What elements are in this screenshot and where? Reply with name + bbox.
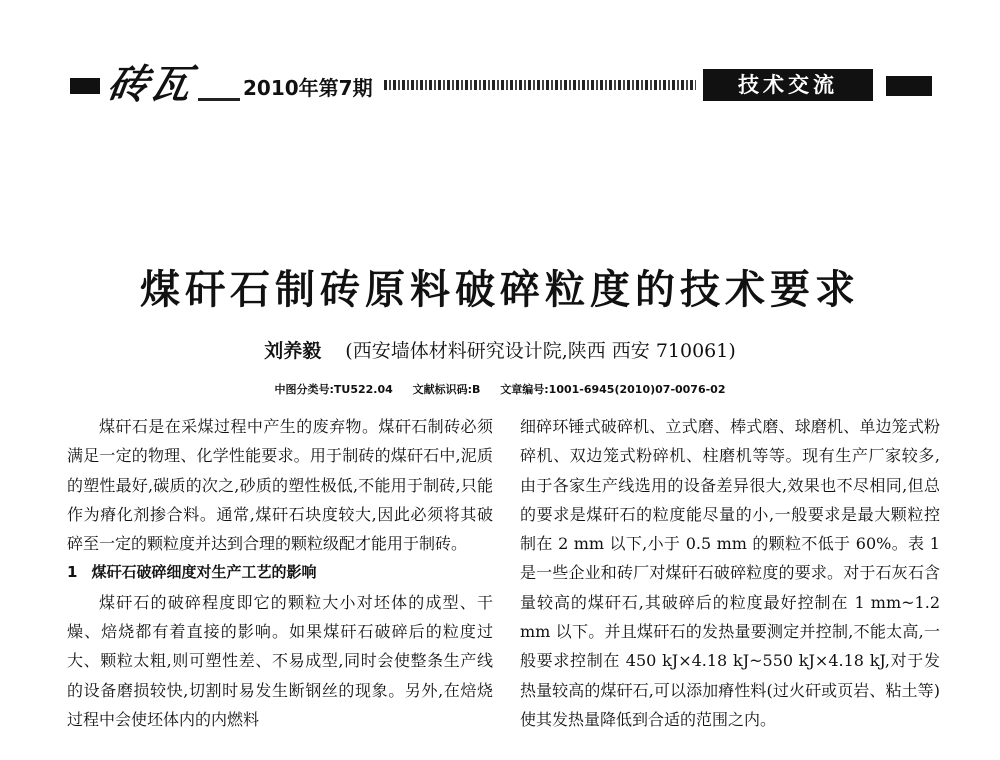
running-header bbox=[0, 60, 1000, 110]
body-column-left bbox=[67, 412, 493, 734]
paragraph: 煤矸石是在采煤过程中产生的废弃物。煤矸石制砖必须满足一定的物理、化学性能要求。用于制砖的煤矸石中,泥质的塑性最好,碳质的次之,砂质的塑性极低,不能用于制砖,只能作为瘠化剂掺合料。通常,煤矸石块度较大,因此必须将其破碎至一定的颗粒度并达到合理的颗粒级配才能用于制砖。 bbox=[67, 417, 493, 554]
classification-line bbox=[0, 381, 1000, 397]
section-tag: 技术交流 bbox=[703, 69, 873, 101]
author-affiliation: (西安墙体材料研究设计院,陕西 西安 710061) bbox=[345, 340, 736, 362]
issue-number: 2010年第7期 bbox=[243, 76, 373, 100]
header-rule bbox=[198, 98, 240, 101]
section-heading-text: 煤矸石破碎细度对生产工艺的影响 bbox=[91, 563, 317, 582]
clc-number: 中图分类号:TU522.04 bbox=[274, 383, 393, 396]
section-number: 1 bbox=[67, 563, 78, 582]
header-right-bar bbox=[886, 76, 932, 96]
journal-logo: 砖瓦 bbox=[104, 61, 196, 108]
header-dashed-rule bbox=[384, 80, 696, 90]
body-column-right bbox=[520, 412, 940, 734]
author-line bbox=[0, 336, 1000, 363]
article-id: 文章编号:1001-6945(2010)07-0076-02 bbox=[500, 383, 726, 396]
document-code: 文献标识码:B bbox=[412, 383, 481, 396]
section-heading bbox=[67, 558, 493, 587]
article-title: 煤矸石制砖原料破碎粒度的技术要求 bbox=[140, 266, 860, 313]
paragraph: 煤矸石的破碎程度即它的颗粒大小对坯体的成型、干燥、焙烧都有着直接的影响。如果煤矸石破碎后的粒度过大、颗粒太粗,则可塑性差、不易成型,同时会使整条生产线的设备磨损较快,切割时易发生断钢丝的现象。另外,在焙烧过程中会使坯体内的内燃料 bbox=[67, 592, 493, 729]
paragraph: 细碎环锤式破碎机、立式磨、棒式磨、球磨机、单边笼式粉碎机、双边笼式粉碎机、柱磨机等等。现有生产厂家较多,由于各家生产线选用的设备差异很大,效果也不尽相同,但总的要求是煤矸石的粒度能尽量的小,一般要求是最大颗粒控制在 2 mm 以下,小于 0.5 mm 的颗粒不低于 60%。表 1 是一些企业和砖厂对煤矸石破碎粒度的要求。对于石灰石含量较高的煤矸石,其破碎后的粒度最好控制在 1 mm~1.2 mm 以下。并且煤矸石的发热量要测定并控制,不能太高,一般要求控制在 450 kJ×4.18 kJ~550 kJ×4.18 kJ,对于发热量较高的煤矸石,可以添加瘠性料(过火矸或页岩、粘土等)使其发热量降低到合适的范围之内。 bbox=[520, 417, 940, 729]
author-name: 刘养毅 bbox=[264, 340, 322, 362]
header-left-bar bbox=[70, 78, 100, 94]
